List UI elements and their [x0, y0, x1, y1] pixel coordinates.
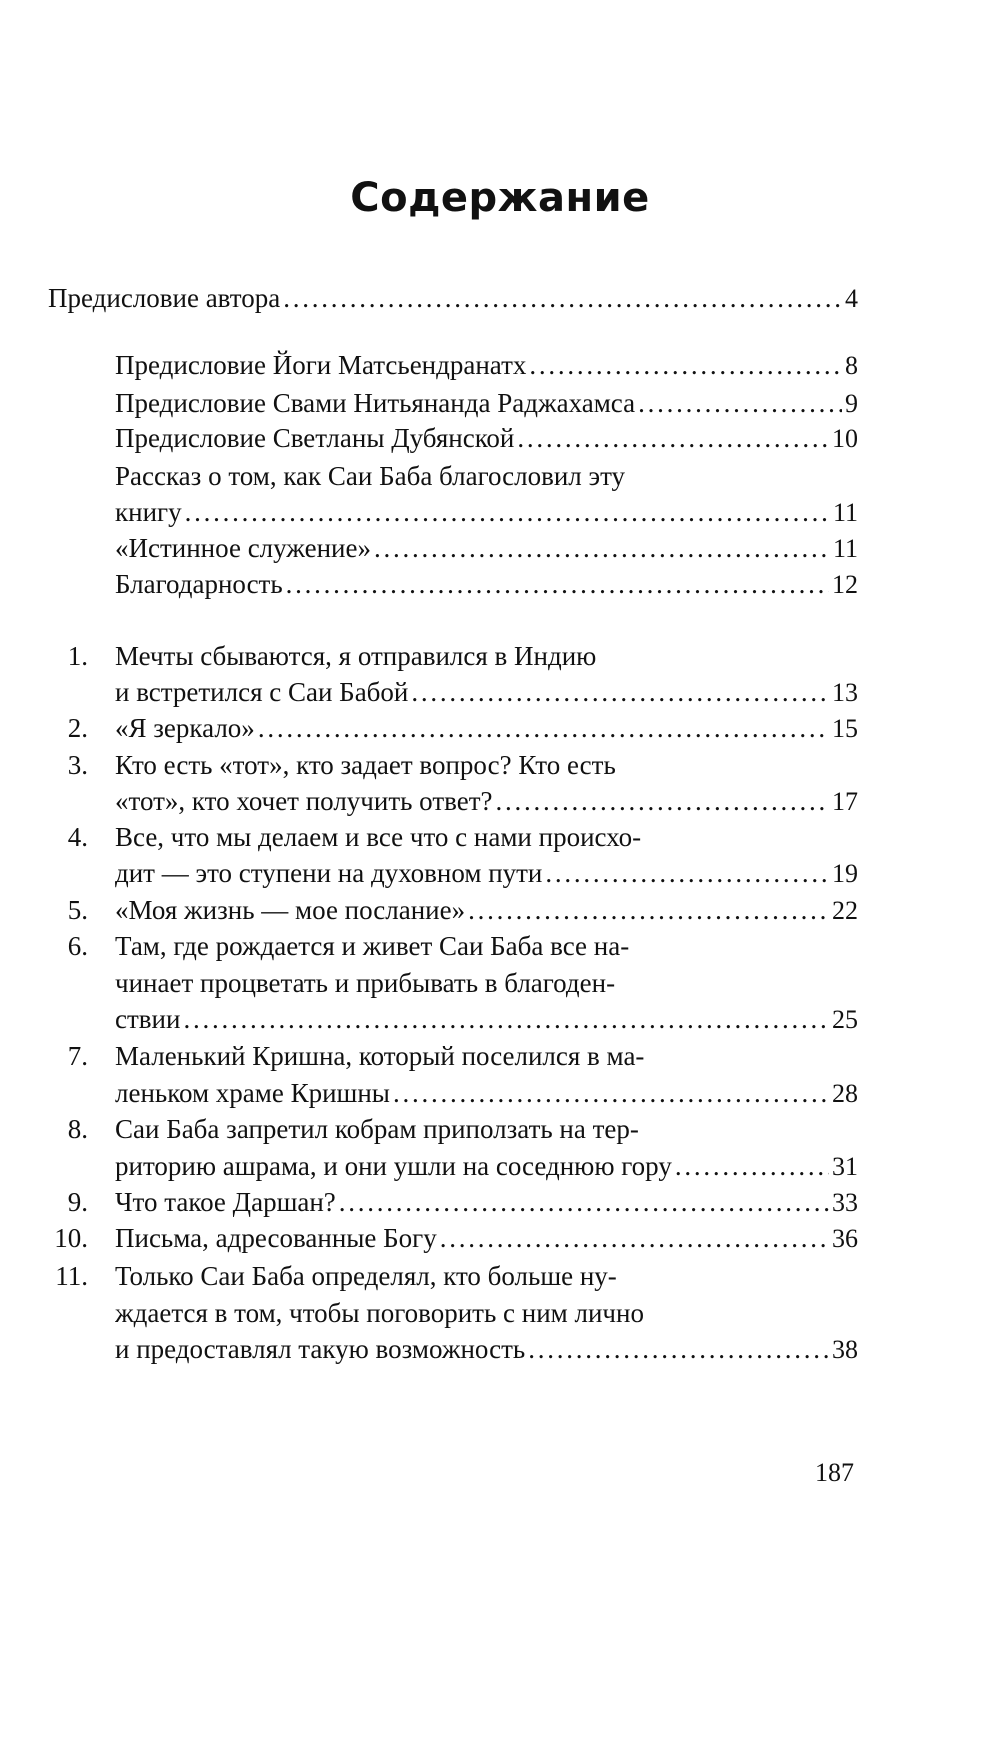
chapter-entry-line	[115, 1182, 858, 1222]
chapter-number: 9.	[67, 1187, 88, 1217]
toc-page-number: 31	[832, 1152, 858, 1181]
toc-entry-line	[115, 564, 858, 604]
toc-page-number: 15	[832, 714, 858, 743]
dot-leader	[638, 383, 842, 423]
chapter-entry-line	[115, 1256, 858, 1296]
chapter-number: 5.	[67, 895, 88, 925]
toc-entry-text: Предисловие Светланы Дубянской	[115, 423, 515, 453]
chapter-number: 7.	[67, 1041, 88, 1071]
toc-page-number: 4	[845, 284, 858, 313]
chapter-entry-line	[115, 636, 858, 676]
chapter-entry-line	[115, 999, 858, 1039]
toc-page-number: 11	[832, 498, 858, 527]
toc-entry-text: дит — это ступени на духовном пути	[115, 858, 543, 888]
dot-leader	[529, 345, 842, 385]
chapter-entry-line	[115, 1073, 858, 1113]
chapter-entry-line	[115, 890, 858, 930]
toc-entry-text: риторию ашрама, и они ушли на соседнюю гору	[115, 1151, 672, 1181]
toc-entry-text: Там, где рождается и живет Саи Баба все на-	[115, 931, 630, 961]
dot-leader	[183, 999, 829, 1039]
chapter-entry-line	[115, 1218, 858, 1258]
chapter-entry-line	[115, 963, 858, 1003]
toc-page-number: 19	[832, 859, 858, 888]
toc-entry-text: «тот», кто хочет получить ответ?	[115, 786, 493, 816]
chapter-entry-line	[115, 1329, 858, 1369]
dot-leader	[440, 1218, 829, 1258]
toc-entry-text: Письма, адресованные Богу	[115, 1223, 437, 1253]
toc-page-number: 11	[832, 534, 858, 563]
toc-entry-text: Что такое Даршан?	[115, 1187, 336, 1217]
toc-entry-text: ждается в том, чтобы поговорить с ним лично	[115, 1298, 644, 1328]
chapter-entry-line	[115, 745, 858, 785]
toc-page-number: 28	[832, 1079, 858, 1108]
toc-entry-text: Мечты сбываются, я отправился в Индию	[115, 641, 597, 671]
dot-leader	[468, 890, 829, 930]
chapter-number: 4.	[67, 822, 88, 852]
toc-entry-text: Предисловие Йоги Матсьендранатх	[115, 350, 527, 380]
toc-entry-text: «Я зеркало»	[115, 713, 255, 743]
toc-page-number: 8	[845, 351, 858, 380]
toc-page-number: 33	[832, 1188, 858, 1217]
toc-page-number: 25	[832, 1005, 858, 1034]
toc-page-number: 36	[832, 1224, 858, 1253]
dot-leader	[393, 1073, 829, 1113]
toc-entry-text: Только Саи Баба определял, кто больше ну-	[115, 1261, 617, 1291]
chapter-entry-line	[115, 1036, 858, 1076]
dot-leader	[528, 1329, 829, 1369]
chapter-entry-line	[115, 1293, 858, 1333]
toc-page-number: 10	[832, 424, 858, 453]
toc-entry-text: книгу	[115, 497, 182, 527]
chapter-number: 8.	[67, 1114, 88, 1144]
chapter-number: 6.	[67, 931, 88, 961]
dot-leader	[675, 1146, 829, 1186]
toc-entry-text: ствии	[115, 1004, 181, 1034]
toc-entry-text: Саи Баба запретил кобрам приползать на тер-	[115, 1114, 639, 1144]
toc-page-number: 12	[832, 570, 858, 599]
toc-page-number: 13	[832, 678, 858, 707]
chapter-entry-line	[115, 926, 858, 966]
toc-entry-line	[115, 492, 858, 532]
chapter-entry-line	[115, 1109, 858, 1149]
dot-leader	[517, 418, 829, 458]
toc-page-number: 17	[832, 787, 858, 816]
toc-entry-text: чинает процветать и прибывать в благоден-	[115, 968, 616, 998]
toc-entry-line	[115, 383, 858, 423]
page-title: Содержание	[350, 175, 650, 221]
chapter-entry-line	[115, 781, 858, 821]
chapter-entry-line	[115, 853, 858, 893]
dot-leader	[258, 708, 829, 748]
toc-entry-line	[115, 456, 858, 496]
toc-entry-text: Предисловие автора	[48, 283, 281, 313]
dot-leader	[411, 672, 829, 712]
chapter-number: 2.	[67, 713, 88, 743]
toc-entry-line	[115, 345, 858, 385]
dot-leader	[283, 278, 842, 318]
chapter-number: 10.	[54, 1223, 88, 1253]
toc-entry-text: «Истинное служение»	[115, 533, 371, 563]
toc-entry-text: Маленький Кришна, который поселился в ма-	[115, 1041, 645, 1071]
dot-leader	[339, 1182, 829, 1222]
toc-entry-line	[115, 418, 858, 458]
chapter-entry-line	[115, 817, 858, 857]
toc-entry-text: Рассказ о том, как Саи Баба благословил эту	[115, 461, 626, 491]
dot-leader	[496, 781, 830, 821]
chapter-number: 3.	[67, 750, 88, 780]
toc-page-number: 38	[832, 1335, 858, 1364]
toc-entry-text: леньком храме Кришны	[115, 1078, 390, 1108]
chapter-entry-line	[115, 672, 858, 712]
toc-page-number: 9	[845, 389, 858, 418]
dot-leader	[185, 492, 830, 532]
toc-entry-text: и встретился с Саи Бабой	[115, 677, 409, 707]
chapter-entry-line	[115, 1146, 858, 1186]
dot-leader	[545, 853, 829, 893]
toc-entry-text: Благодарность	[115, 569, 283, 599]
toc-entry-text: и предоставлял такую возможность	[115, 1334, 526, 1364]
chapter-number: 1.	[67, 641, 88, 671]
dot-leader	[374, 528, 830, 568]
toc-entry-text: Все, что мы делаем и все что с нами происхо-	[115, 822, 642, 852]
toc-entry-line	[115, 528, 858, 568]
toc-entry-text: «Моя жизнь — мое послание»	[115, 895, 466, 925]
toc-entry-text: Предисловие Свами Нитьянанда Раджахамса	[115, 388, 636, 418]
dot-leader	[286, 564, 829, 604]
chapter-number: 11.	[55, 1261, 88, 1291]
chapter-entry-line	[115, 708, 858, 748]
toc-entry-text: Кто есть «тот», кто задает вопрос? Кто есть	[115, 750, 616, 780]
toc-page-number: 22	[832, 896, 858, 925]
page-number: 187	[815, 1458, 854, 1487]
toc-entry-line	[48, 278, 858, 318]
